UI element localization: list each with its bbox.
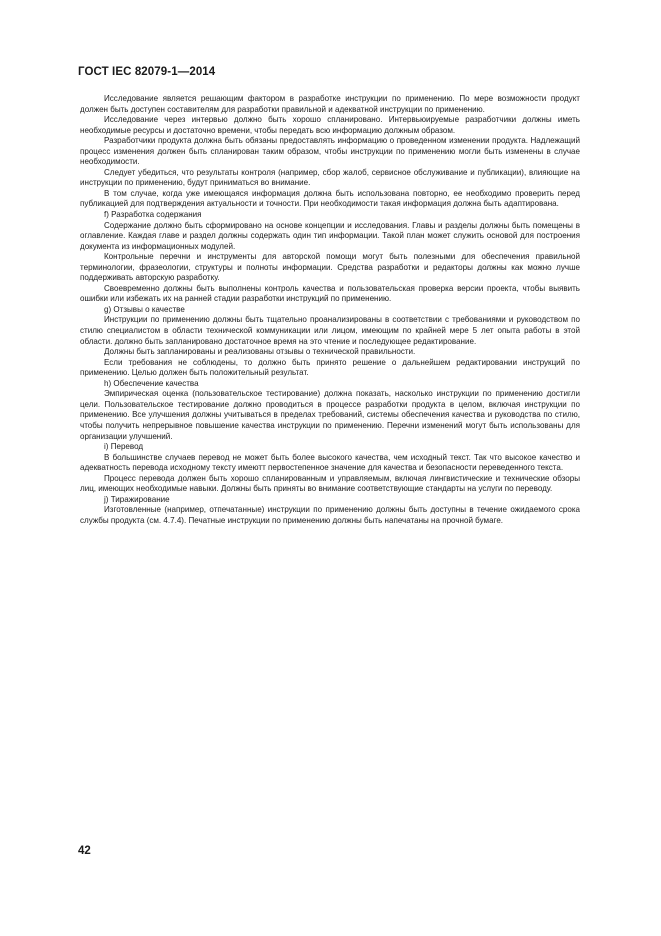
paragraph: Разработчики продукта должна быть обязаны предоставлять информацию о проведенном изменении продукта. Надлежащий процесс изменения должен быть спланирован таким образом, чтобы инструкции по применению могли быть изменены в случае необходимости. bbox=[80, 136, 580, 167]
paragraph: Должны быть запланированы и реализованы отзывы о технической правильности. bbox=[104, 347, 416, 357]
paragraph: В том случае, когда уже имеющаяся информация должна быть использована повторно, ее необходимо проверить перед публикацией для подтверждения актуальности и точности. При необходимости такая информация должна быть адаптирована. bbox=[80, 188, 580, 209]
section-heading: f) Разработка содержания bbox=[104, 210, 202, 220]
paragraph: Содержание должно быть сформировано на основе концепции и исследования. Главы и разделы должны быть помещены в оглавление. Каждая главе и раздел должны содержать один тип информации. Такой план может служить основой для построения документа из информационных модулей. bbox=[80, 220, 580, 251]
paragraph: Изготовленные (например, отпечатанные) инструкции по применению должны быть доступны в течение ожидаемого срока службы продукта (см. 4.7.4). Печатные инструкции по применению должны быть напечатаны на прочной бумаге. bbox=[80, 505, 580, 525]
page-number: 42 bbox=[78, 845, 91, 857]
section-heading: j) Тиражирование bbox=[104, 494, 170, 504]
document-header: ГОСТ IEC 82079-1—2014 bbox=[78, 66, 216, 78]
paragraph: Инструкции по применению должны быть тщательно проанализированы в соответствии с требованиями и руководством по стилю специалистом в области технической коммуникации или лицом, имеющим по крайней мере 5 лет опыта работы в этой области. должно быть запланировано достаточное время на это чтение и последующее редактирование. bbox=[80, 315, 580, 346]
paragraph: Исследование через интервью должно быть хорошо спланировано. Интервьюируемые разработчики должны иметь необходимые ресурсы и достаточно времени, чтобы передать всю информацию должным образом. bbox=[80, 115, 580, 135]
paragraph: Следует убедиться, что результаты контроля (например, сбор жалоб, сервисное обслуживание и публикации), влияющие на инструкции по применению, будут приниматься во внимание. bbox=[80, 167, 580, 188]
paragraph: Исследование является решающим фактором в разработке инструкции по применению. По мере возможности продукт должен быть доступен составителям для разработки правильной и адекватной инструкции по применению. bbox=[80, 94, 580, 114]
paragraph: В большинстве случаев перевод не может быть более высокого качества, чем исходный текст. Так что высокое качество и адекватность перевода исходному тексту имеютт первостепенное значение для качества и безопасности переведенного текста. bbox=[80, 452, 580, 473]
section-heading: i) Перевод bbox=[104, 442, 144, 452]
section-heading: h) Обеспечение качества bbox=[104, 378, 199, 388]
paragraph: Своевременно должны быть выполнены контроль качества и пользовательская проверка версии проекта, чтобы выявить ошибки или избежать их на ранней стадии разработки инструкций по применению. bbox=[80, 283, 580, 304]
paragraph: Эмпирическая оценка (пользовательское тестирование) должна показать, насколько инструкции по применению достигли цели. Пользовательское тестирование должно проводиться в процессе разработки продукта в целом, включая инструкции по применению. Все улучшения должны учитываться в пределах требований, системы обеспечения качества и руководства по стилю, чтобы получить непрерывное повышение качества инструкции по применению. Перечни изменений могут быть использованы для организации улучшений. bbox=[80, 389, 580, 441]
section-heading: g) Отзывы о качестве bbox=[104, 304, 185, 314]
paragraph: Контрольные перечни и инструменты для авторской помощи могут быть полезными для обеспечения правильной терминологии, фразеологии, структуры и полноты информации. Средства разработки и редакторы должны как можно лучше поддерживать авторскую разработку. bbox=[80, 252, 580, 283]
paragraph: Процесс перевода должен быть хорошо спланированным и управляемым, включая лингвистические и технические обзоры лиц, имеющих необходимые навыки. Должны быть приняты во внимание соответствующие стандарты на услуги по переводу. bbox=[80, 473, 580, 494]
document-body bbox=[80, 94, 580, 526]
paragraph: Если требования не соблюдены, то должно быть принято решение о дальнейшем редактировании инструкций по применению. Целью должен быть положительный результат. bbox=[80, 357, 580, 378]
